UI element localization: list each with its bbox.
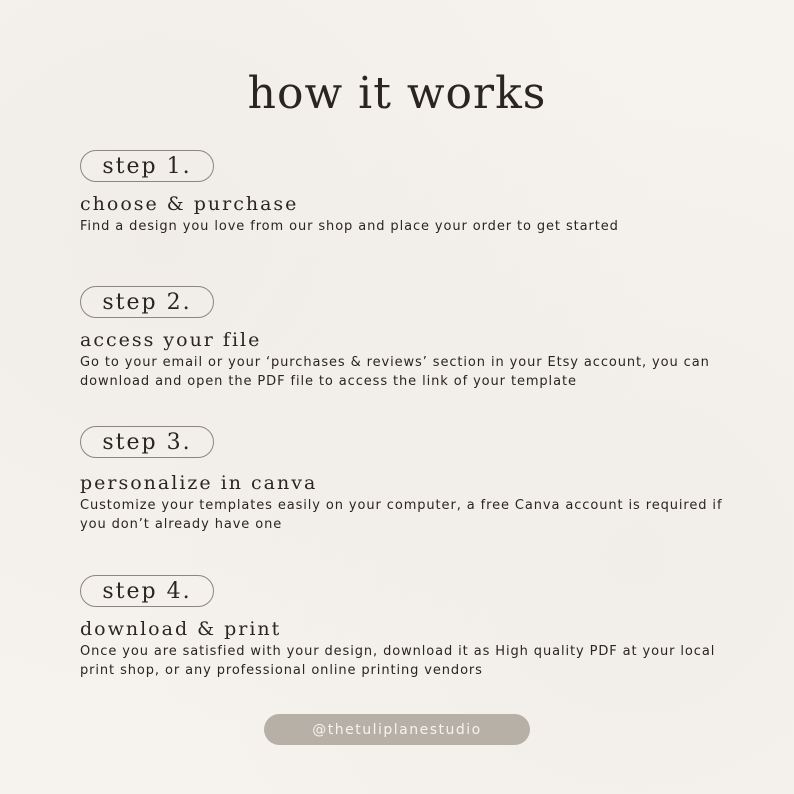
step-4-heading: download & print [80, 618, 282, 640]
step-3 [80, 426, 730, 534]
page-title: how it works [247, 68, 547, 119]
step-3-pill: step 3. [80, 426, 214, 458]
step-4-pill: step 4. [80, 575, 214, 607]
step-2 [80, 286, 730, 391]
step-1-pill: step 1. [80, 150, 214, 182]
step-1-description: Find a design you love from our shop and place your order to get started [80, 219, 619, 234]
step-3-heading: personalize in canva [80, 472, 318, 494]
step-2-heading: access your file [80, 329, 262, 351]
step-2-description: Go to your email or your ‘purchases & reviews’ section in your Etsy account, you can download and open the PDF file to access the link of your template [80, 355, 710, 389]
step-1-heading: choose & purchase [80, 193, 299, 215]
step-1 [80, 150, 730, 236]
step-2-pill: step 2. [80, 286, 214, 318]
shop-handle-badge: @thetuliplanestudio [264, 714, 530, 745]
step-3-description: Customize your templates easily on your computer, a free Canva account is required if you don’t already have one [80, 498, 723, 532]
step-4 [80, 575, 730, 680]
step-4-description: Once you are satisfied with your design, download it as High quality PDF at your local print shop, or any professional online printing vendors [80, 644, 716, 678]
